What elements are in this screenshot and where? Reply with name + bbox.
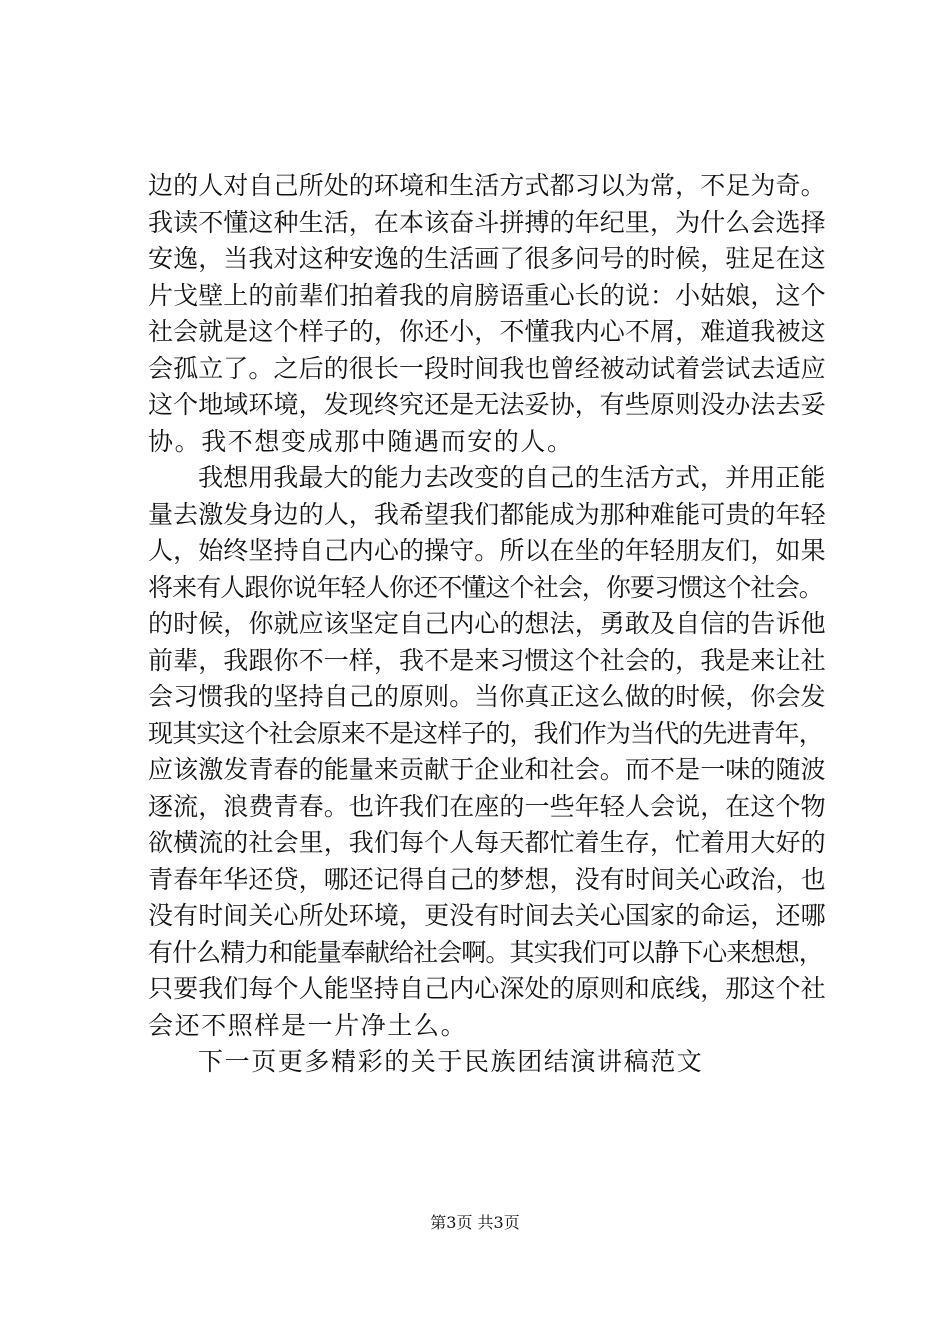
text-line: 边的人对自己所处的环境和生活方式都习以为常，不足为奇。: [148, 171, 826, 200]
text-line: 前辈，我跟你不一样，我不是来习惯这个社会的，我是来让社: [148, 645, 826, 675]
paragraph-start-line: 我想用我最大的能力去改变的自己的生活方式，并用正能: [198, 463, 826, 492]
text-line: 这个地域环境，发现终究还是无法妥协，有些原则没办法去妥: [148, 390, 826, 419]
text-line: 现其实这个社会原来不是这样子的，我们作为当代的先进青年，: [148, 718, 823, 748]
text-line: 会还不照样是一片净土么。: [148, 1010, 468, 1040]
text-line: 青春年华还贷，哪还记得自己的梦想，没有时间关心政治，也: [148, 864, 826, 894]
text-line: 人，始终坚持自己内心的操守。所以在坐的年轻朋友们，如果: [148, 536, 826, 565]
next-page-link-line: 下一页更多精彩的关于民族团结演讲稿范文: [198, 1047, 704, 1076]
text-line: 只要我们每个人能坚持自己内心深处的原则和底线，那这个社: [148, 974, 826, 1003]
text-line: 将来有人跟你说年轻人你还不懂这个社会，你要习惯这个社会。: [148, 572, 823, 602]
text-line: 片戈壁上的前辈们拍着我的肩膀语重心长的说：小姑娘，这个: [148, 280, 826, 310]
body-text: [148, 168, 828, 1081]
text-line: 协。我不想变成那中随遇而安的人。: [148, 426, 574, 456]
text-line: 的时候，你就应该坚定自己内心的想法，勇敢及自信的告诉他: [148, 609, 826, 638]
text-line: 逐流，浪费青春。也许我们在座的一些年轻人会说，在这个物: [148, 791, 826, 821]
text-line: 会孤立了。之后的很长一段时间我也曾经被动试着尝试去适应: [148, 353, 826, 383]
text-line: 安逸，当我对这种安逸的生活画了很多问号的时候，驻足在这: [148, 244, 826, 273]
text-line: 社会就是这个样子的，你还小，不懂我内心不屑，难道我被这: [148, 317, 826, 346]
text-line: 会习惯我的坚持自己的原则。当你真正这么做的时候，你会发: [148, 682, 826, 711]
text-line: 没有时间关心所处环境，更没有时间去关心国家的命运，还哪: [148, 901, 826, 930]
text-line: 应该激发青春的能量来贡献于企业和社会。而不是一味的随波: [148, 755, 826, 784]
text-line: 有什么精力和能量奉献给社会啊。其实我们可以静下心来想想，: [148, 937, 823, 967]
text-line: 欲横流的社会里，我们每个人每天都忙着生存，忙着用大好的: [148, 828, 826, 857]
text-line: 量去激发身边的人，我希望我们都能成为那种难能可贵的年轻: [148, 499, 826, 529]
text-line: 我读不懂这种生活，在本该奋斗拼搏的年纪里，为什么会选择: [148, 207, 826, 237]
page-number-footer: 第3页 共3页: [430, 1213, 520, 1232]
